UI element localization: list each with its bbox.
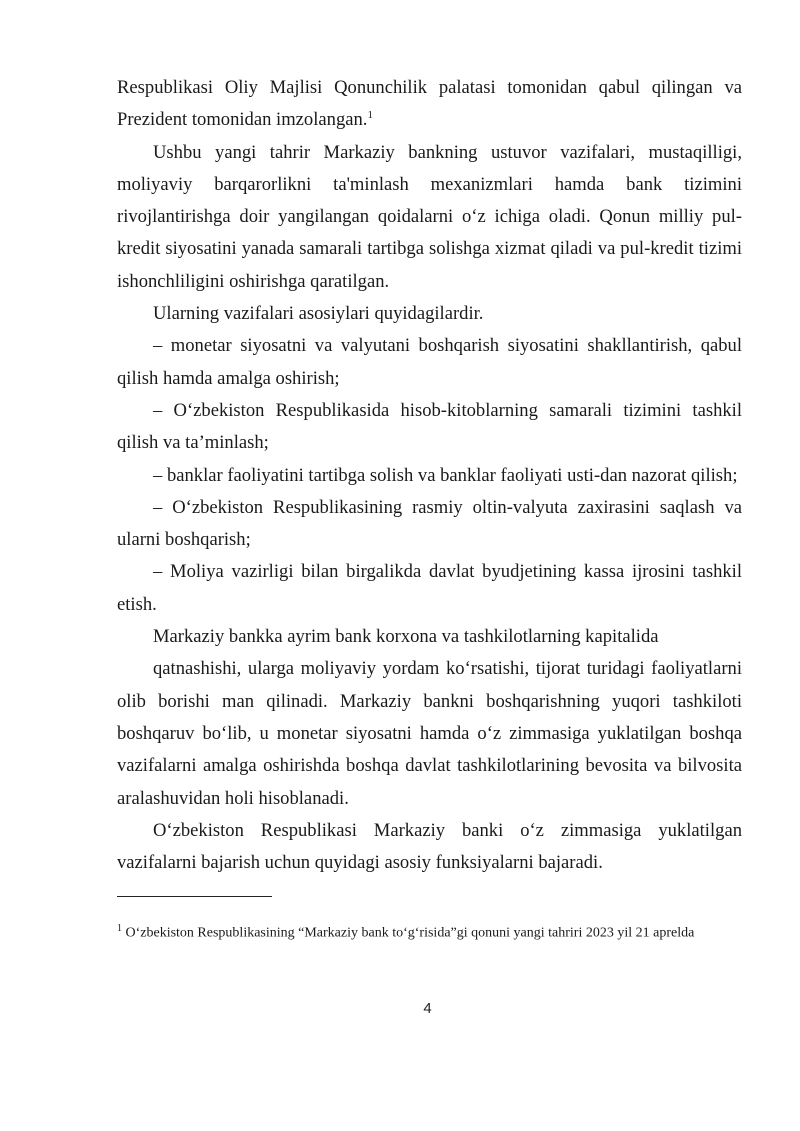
paragraph-5: qatnashishi, ularga moliyaviy yordam ko‘rsatishi, tijorat turidagi faoliyatlarni olib borishi man qilinadi. Markaziy bankni boshqarishning yuqori tashkiloti boshqaruv bo‘lib, u monetar siyosatni hamda o‘z zimmasiga yuklatilgan boshqa vazifalarni amalga oshirishda boshqa davlat tashkilotlarining bevosita va bilvosita aralashuvidan holi hisoblanadi. (117, 658, 742, 809)
footnote (117, 920, 757, 943)
paragraph-1-text: Respublikasi Oliy Majlisi Qonunchilik palatasi tomonidan qabul qilingan va Prezident tomonidan imzolangan. (117, 77, 742, 131)
body-text (117, 72, 742, 879)
list-item-1: – monetar siyosatni va valyutani boshqarish siyosatini shakllantirish, qabul qilish hamda amalga oshirish; (117, 335, 742, 389)
paragraph-3: Ularning vazifalari asosiylari quyidagilardir. (153, 303, 484, 325)
list-item-2: – O‘zbekiston Respublikasida hisob-kitoblarning samarali tizimini tashkil qilish va ta’minlash; (117, 399, 742, 454)
list-item-5: – Moliya vazirligi bilan birgalikda davlat byudjetining kassa ijrosini tashkil etish. (117, 561, 742, 615)
paragraph-4: Markaziy bankka ayrim bank korxona va tashkilotlarning kapitalida (153, 626, 659, 648)
list-item-3: – banklar faoliyatini tartibga solish va banklar faoliyati usti-dan nazorat qilish; (153, 464, 738, 486)
list-item-4: – O‘zbekiston Respublikasining rasmiy oltin-valyuta zaxirasini saqlash va ularni boshqarish; (117, 496, 742, 551)
footnote-separator (117, 896, 272, 897)
footnote-marker: 1 (117, 923, 122, 934)
footnote-text: O‘zbekiston Respublikasining “Markaziy bank to‘g‘risida”gi qonuni yangi tahriri 2023 yil 21 aprelda (125, 925, 695, 941)
page-number: 4 (423, 1000, 432, 1017)
paragraph-2: Ushbu yangi tahrir Markaziy bankning ustuvor vazifalari, mustaqilligi, moliyaviy barqarorlikni ta'minlash mexanizmlari hamda bank tizimini rivojlantirishga doir yangilangan qoidalarni o‘z ichiga oladi. Qonun milliy pul-kredit siyosatini yanada samarali tartibga solishga xizmat qiladi va pul-kredit tizimi ishonchliligini oshirishga qaratilgan. (117, 141, 742, 292)
paragraph-6: O‘zbekiston Respublikasi Markaziy banki o‘z zimmasiga yuklatilgan vazifalarni bajarish uchun quyidagi asosiy funksiyalarni bajaradi. (117, 819, 742, 874)
paragraph-1 (117, 72, 742, 137)
footnote-reference: 1 (367, 109, 373, 122)
